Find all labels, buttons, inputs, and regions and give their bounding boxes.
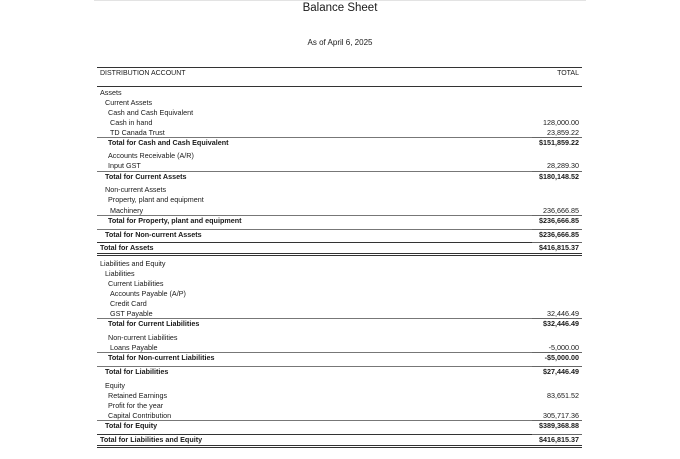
amount-rule bbox=[532, 434, 582, 435]
row-label: Total for Cash and Cash Equivalent bbox=[108, 138, 229, 147]
amount-rule bbox=[532, 352, 582, 353]
row-amount: -5,000.00 bbox=[548, 343, 579, 352]
row-label: Total for Equity bbox=[105, 421, 158, 430]
amount-rule bbox=[532, 366, 582, 367]
row-amount: $180,148.52 bbox=[539, 172, 579, 181]
row-label: Total for Current Liabilities bbox=[108, 319, 200, 328]
row-label: TD Canada Trust bbox=[110, 128, 165, 137]
total-rule bbox=[97, 242, 582, 243]
subtotal-rule bbox=[97, 420, 582, 421]
row-label: Current Liabilities bbox=[108, 279, 164, 288]
row-label: Current Assets bbox=[105, 98, 153, 107]
amount-rule bbox=[532, 215, 582, 216]
row-label: GST Payable bbox=[110, 309, 153, 318]
row-label: Non-current Assets bbox=[105, 185, 167, 194]
amount-rule bbox=[532, 318, 582, 319]
row-amount: -$5,000.00 bbox=[544, 353, 579, 362]
row-label: Loans Payable bbox=[110, 343, 158, 352]
header-top-rule bbox=[97, 67, 582, 68]
column-header-total: TOTAL bbox=[557, 70, 579, 77]
top-border bbox=[94, 0, 586, 1]
row-amount: 28,289.30 bbox=[547, 161, 579, 170]
row-label: Total for Current Assets bbox=[105, 172, 187, 181]
row-label: Capital Contribution bbox=[108, 411, 172, 420]
total-double-rule bbox=[97, 253, 582, 256]
row-amount: 128,000.00 bbox=[543, 118, 579, 127]
row-amount: $389,368.88 bbox=[539, 421, 579, 430]
row-label: Cash and Cash Equivalent bbox=[108, 108, 194, 117]
row-amount: $416,815.37 bbox=[539, 243, 579, 252]
row-label: Profit for the year bbox=[108, 401, 164, 410]
row-label: Liabilities and Equity bbox=[100, 259, 166, 268]
row-label: Machinery bbox=[110, 206, 144, 215]
row-amount: 23,859.22 bbox=[547, 128, 579, 137]
row-label: Assets bbox=[100, 88, 122, 97]
row-amount: $151,859.22 bbox=[539, 138, 579, 147]
row-label: Property, plant and equipment bbox=[108, 195, 204, 204]
total-double-rule bbox=[97, 445, 582, 448]
row-amount: $236,666.85 bbox=[539, 230, 579, 239]
amount-rule bbox=[532, 137, 582, 138]
row-label: Accounts Receivable (A/R) bbox=[108, 151, 194, 160]
row-amount: $416,815.37 bbox=[539, 435, 579, 444]
subtotal-rule bbox=[97, 366, 582, 367]
row-amount: 305,717.36 bbox=[543, 411, 579, 420]
row-label: Liabilities bbox=[105, 269, 135, 278]
row-label: Total for Assets bbox=[100, 243, 154, 252]
row-label: Equity bbox=[105, 381, 125, 390]
row-label: Accounts Payable (A/P) bbox=[110, 289, 186, 298]
report-title: Balance Sheet bbox=[302, 2, 378, 14]
row-amount: 32,446.49 bbox=[547, 309, 579, 318]
row-label: Retained Earnings bbox=[108, 391, 168, 400]
row-label: Total for Non-current Liabilities bbox=[108, 353, 215, 362]
row-amount: $236,666.85 bbox=[539, 216, 579, 225]
row-amount: 236,666.85 bbox=[543, 206, 579, 215]
row-amount: $27,446.49 bbox=[543, 367, 579, 376]
row-label: Total for Non-current Assets bbox=[105, 230, 202, 239]
report-date: As of April 6, 2025 bbox=[307, 38, 373, 47]
row-label: Total for Liabilities bbox=[105, 367, 169, 376]
row-label: Non-current Liabilities bbox=[108, 333, 178, 342]
row-label: Total for Property, plant and equipment bbox=[108, 216, 242, 225]
amount-rule bbox=[532, 420, 582, 421]
row-amount: 83,651.52 bbox=[547, 391, 579, 400]
row-label: Credit Card bbox=[110, 299, 147, 308]
row-label: Cash in hand bbox=[110, 118, 153, 127]
row-label: Input GST bbox=[108, 161, 141, 170]
amount-rule bbox=[532, 242, 582, 243]
row-label: Total for Liabilities and Equity bbox=[100, 435, 203, 444]
row-amount: $32,446.49 bbox=[543, 319, 579, 328]
column-header-account: DISTRIBUTION ACCOUNT bbox=[100, 70, 186, 77]
amount-rule bbox=[532, 171, 582, 172]
header-bottom-rule bbox=[97, 86, 582, 87]
amount-rule bbox=[532, 229, 582, 230]
